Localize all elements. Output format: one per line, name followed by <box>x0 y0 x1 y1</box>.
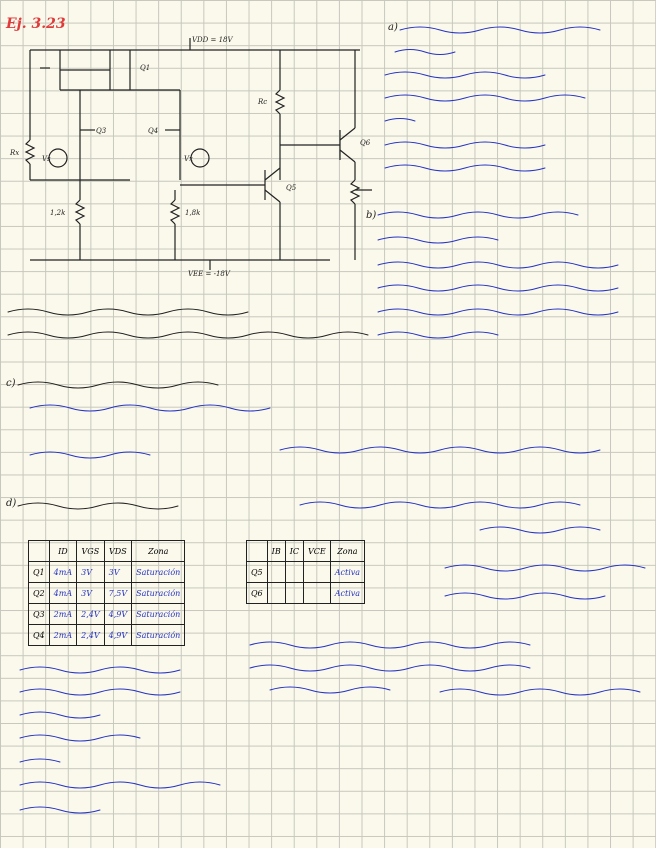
table-header <box>247 541 268 562</box>
section-a-title: a) <box>388 22 398 33</box>
transistor-table-left <box>28 540 185 646</box>
rc-label: Rc <box>258 98 268 106</box>
q1-label: Q1 <box>140 64 151 72</box>
r1-label: 1,8k <box>185 209 201 217</box>
table-header: VCE <box>303 541 330 562</box>
section-c-title: c) <box>6 378 16 389</box>
rd1-label: 1,2k <box>50 209 66 217</box>
table-header: VGS <box>77 541 105 562</box>
transistor-table-right <box>246 540 365 604</box>
vee-label: VEE = -18V <box>188 270 230 278</box>
vs-label: Vs <box>42 155 51 163</box>
vdd-label: VDD = 18V <box>192 36 233 44</box>
table-header: VDS <box>104 541 132 562</box>
q6-label: Q6 <box>360 139 371 147</box>
table-row: Q5 Activa <box>247 562 365 583</box>
table-header <box>29 541 50 562</box>
exercise-label: Ej. 3.23 <box>6 16 66 32</box>
table-header: IC <box>285 541 303 562</box>
vx-label: Vx <box>184 155 194 163</box>
q5-label: Q5 <box>286 184 297 192</box>
section-d-title: d) <box>6 498 17 509</box>
table-row: Q3 2mA 2,4V 4,9V Saturación <box>29 604 185 625</box>
rx-label: Rx <box>10 149 20 157</box>
table-row: Q6 Activa <box>247 583 365 604</box>
section-b-title: b) <box>366 210 377 221</box>
table-row: Q4 2mA 2,4V 4,9V Saturación <box>29 625 185 646</box>
table-row: Q1 4mA 3V 3V Saturación <box>29 562 185 583</box>
table-header: IB <box>267 541 285 562</box>
table-header: Zona <box>330 541 364 562</box>
table-row: Q2 4mA 3V 7,5V Saturación <box>29 583 185 604</box>
table-header: Zona <box>132 541 185 562</box>
q4-label: Q4 <box>148 127 159 135</box>
q3-label: Q3 <box>96 127 107 135</box>
table-header: ID <box>49 541 76 562</box>
